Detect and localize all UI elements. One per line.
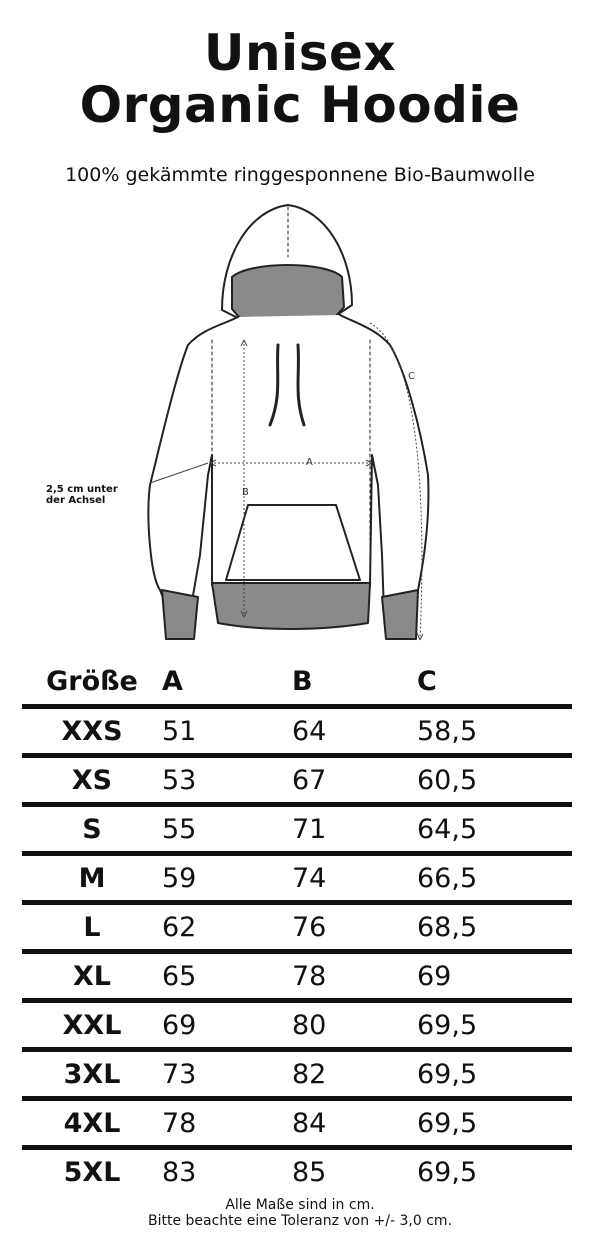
table-row: [22, 805, 572, 854]
table-row: [22, 854, 572, 903]
label-c: C: [408, 371, 415, 382]
size-cell: 3XL: [63, 1058, 121, 1090]
size-cell: L: [83, 911, 101, 943]
a-cell: 62: [162, 911, 197, 943]
c-cell: 68,5: [417, 911, 478, 943]
b-cell: 80: [292, 1009, 327, 1041]
a-cell: 83: [162, 1156, 197, 1188]
hoodie-diagram: [0, 195, 600, 650]
b-cell: 64: [292, 715, 327, 747]
waistband: [212, 583, 370, 629]
a-cell: 55: [162, 813, 197, 845]
a-cell: 59: [162, 862, 197, 894]
b-cell: 78: [292, 960, 327, 992]
note-line1: 2,5 cm unter: [46, 484, 118, 495]
b-cell: 84: [292, 1107, 327, 1139]
size-cell: XXS: [61, 715, 123, 747]
footer-tolerance-note: Bitte beachte eine Toleranz von +/- 3,0 cm.: [147, 1213, 453, 1229]
table-header-row: [22, 659, 572, 707]
table-row: [22, 1099, 572, 1148]
a-cell: 69: [162, 1009, 197, 1041]
label-a: A: [306, 457, 313, 468]
size-cell: S: [82, 813, 102, 845]
right-cuff: [382, 590, 418, 639]
b-cell: 74: [292, 862, 327, 894]
b-cell: 67: [292, 764, 327, 796]
a-cell: 65: [162, 960, 197, 992]
table-row: [22, 1001, 572, 1050]
c-cell: 66,5: [417, 862, 478, 894]
table-row: [22, 952, 572, 1001]
c-cell: 58,5: [417, 715, 478, 747]
size-cell: 4XL: [63, 1107, 121, 1139]
measurement-note: [46, 484, 156, 506]
table-row: [22, 707, 572, 756]
c-cell: 69,5: [417, 1156, 478, 1188]
size-table: [22, 659, 572, 1194]
label-b: B: [242, 487, 249, 498]
a-cell: 53: [162, 764, 197, 796]
b-cell: 76: [292, 911, 327, 943]
b-cell: 71: [292, 813, 327, 845]
c-cell: 64,5: [417, 813, 478, 845]
left-cuff: [162, 590, 198, 639]
c-cell: 69,5: [417, 1009, 478, 1041]
table-row: [22, 903, 572, 952]
material-subtitle: 100% gekämmte ringgesponnene Bio-Baumwolle: [65, 164, 535, 186]
header-size: Größe: [46, 666, 138, 697]
c-cell: 69: [417, 960, 452, 992]
table-row: [22, 1050, 572, 1099]
page-title-line1: Unisex: [203, 24, 397, 82]
size-cell: M: [78, 862, 106, 894]
size-cell: XXL: [62, 1009, 122, 1041]
b-cell: 85: [292, 1156, 327, 1188]
header-b: B: [292, 666, 313, 697]
kangaroo-pocket: [226, 505, 360, 580]
a-cell: 51: [162, 715, 197, 747]
size-cell: XS: [71, 764, 113, 796]
table-row: [22, 756, 572, 805]
b-cell: 82: [292, 1058, 327, 1090]
size-cell: XL: [72, 960, 112, 992]
note-line2: der Achsel: [46, 495, 106, 506]
header-c: C: [417, 666, 437, 697]
a-cell: 78: [162, 1107, 197, 1139]
c-cell: 69,5: [417, 1107, 478, 1139]
a-cell: 73: [162, 1058, 197, 1090]
header-a: A: [162, 666, 183, 697]
size-cell: 5XL: [63, 1156, 121, 1188]
footer-units-note: Alle Maße sind in cm.: [225, 1197, 375, 1213]
c-cell: 69,5: [417, 1058, 478, 1090]
page-title-line2: Organic Hoodie: [79, 76, 521, 134]
c-cell: 60,5: [417, 764, 478, 796]
table-row: [22, 1148, 572, 1195]
